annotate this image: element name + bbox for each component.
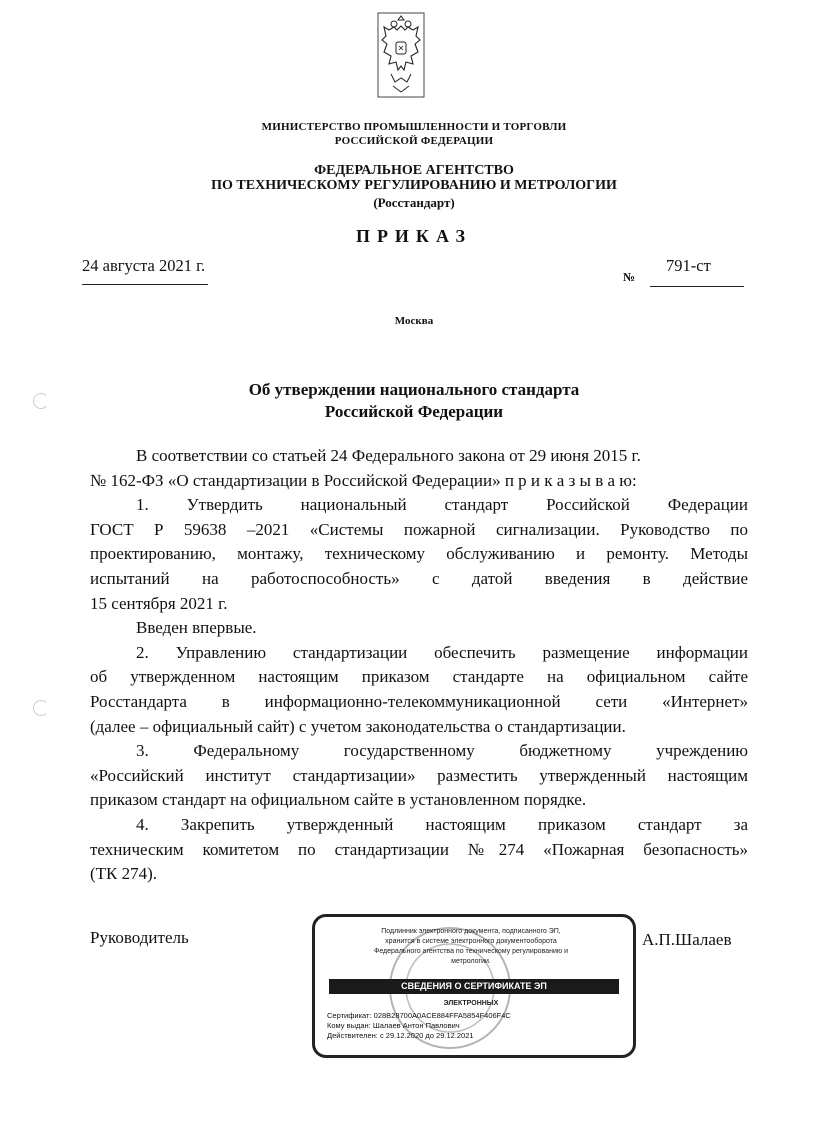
order-date: 24 августа 2021 г. (82, 256, 206, 275)
validity-label: Действителен: (327, 1031, 378, 1040)
order-title: ПРИКАЗ (355, 226, 473, 246)
item2-line-4: (далее – официальный сайт) с учетом законодательства о стандартизации. (90, 716, 626, 736)
ministry-line-2: РОССИЙСКОЙ ФЕДЕРАЦИИ (334, 135, 494, 147)
date-underline (82, 284, 208, 285)
stamp-text-line-1: Подлинник электронного документа, подписанного ЭП, (381, 928, 561, 935)
item3-line-1: 3. Федеральному государственному бюджетному учреждению (136, 741, 748, 761)
item1-line-4: испытаний на работоспособность» с датой введения в действие (90, 568, 748, 588)
body-paragraphs (90, 444, 748, 887)
owner-row (327, 1021, 460, 1030)
validity-value: с 29.12.2020 до 29.12.2021 (379, 1031, 474, 1040)
stamp-text-line-3: Федерального агентства по техническому регулированию и (374, 948, 568, 955)
punch-hole-mark-bottom (33, 700, 49, 716)
introduced-note: Введен впервые. (136, 618, 257, 638)
item1-line-2: ГОСТ Р 59638 –2021 «Системы пожарной сигнализации. Руководство по (90, 519, 748, 539)
subject-line-1: Об утверждении национального стандарта (248, 380, 580, 399)
stamp-text-line-4: метрологии. (451, 958, 491, 965)
signatory-position: Руководитель (90, 928, 189, 947)
item2-line-3: Росстандарта в информационно-телекоммуникационной сети «Интернет» (90, 691, 748, 711)
electronic-signature-stamp (312, 914, 636, 1058)
item1-line-3: проектированию, монтажу, техническому обслуживанию и ремонту. Методы (90, 544, 748, 564)
item1-line-5: 15 сентября 2021 г. (90, 593, 228, 613)
number-sign: № (623, 270, 636, 284)
seal-text: ЭЛЕКТРОННЫХ (443, 1000, 499, 1007)
stamp-text-line-2: хранится в системе электронного документооборота (385, 938, 557, 945)
validity-row (327, 1031, 474, 1040)
owner-label: Кому выдан: (327, 1021, 371, 1030)
preamble-text-2: № 162-ФЗ «О стандартизации в Российской Федерации» (90, 470, 501, 490)
item2-line-2: об утвержденном настоящим приказом стандарте на официальном сайте (90, 667, 748, 687)
item2-line-1: 2. Управлению стандартизации обеспечить размещение информации (136, 642, 748, 662)
subject-line-2: Российской Федерации (324, 402, 504, 421)
certificate-value: 028B28700A0ACE884FFA5854F406F4C (373, 1011, 511, 1020)
order-number: 791-ст (666, 256, 711, 275)
item4-line-2: техническим комитетом по стандартизации №274 «Пожарная безопасность» (90, 839, 748, 859)
preamble-line-1 (90, 444, 748, 469)
owner-value: Шалаев Антон Павлович (372, 1021, 460, 1030)
preamble-text-1: В соответствии со статьей 24 Федерального закона от 29 июня 2015 г. (136, 446, 641, 465)
double-headed-eagle-emblem (377, 12, 425, 98)
agency-line-1: ФЕДЕРАЛЬНОЕ АГЕНТСТВО (314, 163, 514, 178)
item4-line-1: 4. Закрепить утвержденный настоящим приказом стандарт за (136, 814, 748, 834)
item3-line-3: приказом стандарт на официальном сайте в установленном порядке. (90, 790, 587, 810)
number-underline (650, 286, 744, 287)
certificate-info-bar: СВЕДЕНИЯ О СЕРТИФИКАТЕ ЭП (329, 979, 619, 994)
item1-line-1: 1. Утвердить национальный стандарт Российской Федерации (136, 495, 748, 515)
item3-line-2: «Российский институт стандартизации» разместить утвержденный настоящим (90, 765, 748, 785)
preamble-line-2 (90, 469, 748, 494)
order-city: Москва (394, 315, 434, 327)
certificate-label: Сертификат: (327, 1011, 372, 1020)
certificate-row (327, 1011, 511, 1020)
item4-line-3: (ТК 274). (90, 864, 158, 884)
preamble-order-word: п р и к а з ы в а ю: (504, 470, 637, 490)
signatory-name: А.П.Шалаев (642, 930, 732, 949)
agency-line-2: ПО ТЕХНИЧЕСКОМУ РЕГУЛИРОВАНИЮ И МЕТРОЛОГИИ (211, 178, 617, 193)
agency-short-name: (Росстандарт) (373, 195, 455, 210)
ministry-line-1: МИНИСТЕРСТВО ПРОМЫШЛЕННОСТИ И ТОРГОВЛИ (261, 121, 567, 133)
